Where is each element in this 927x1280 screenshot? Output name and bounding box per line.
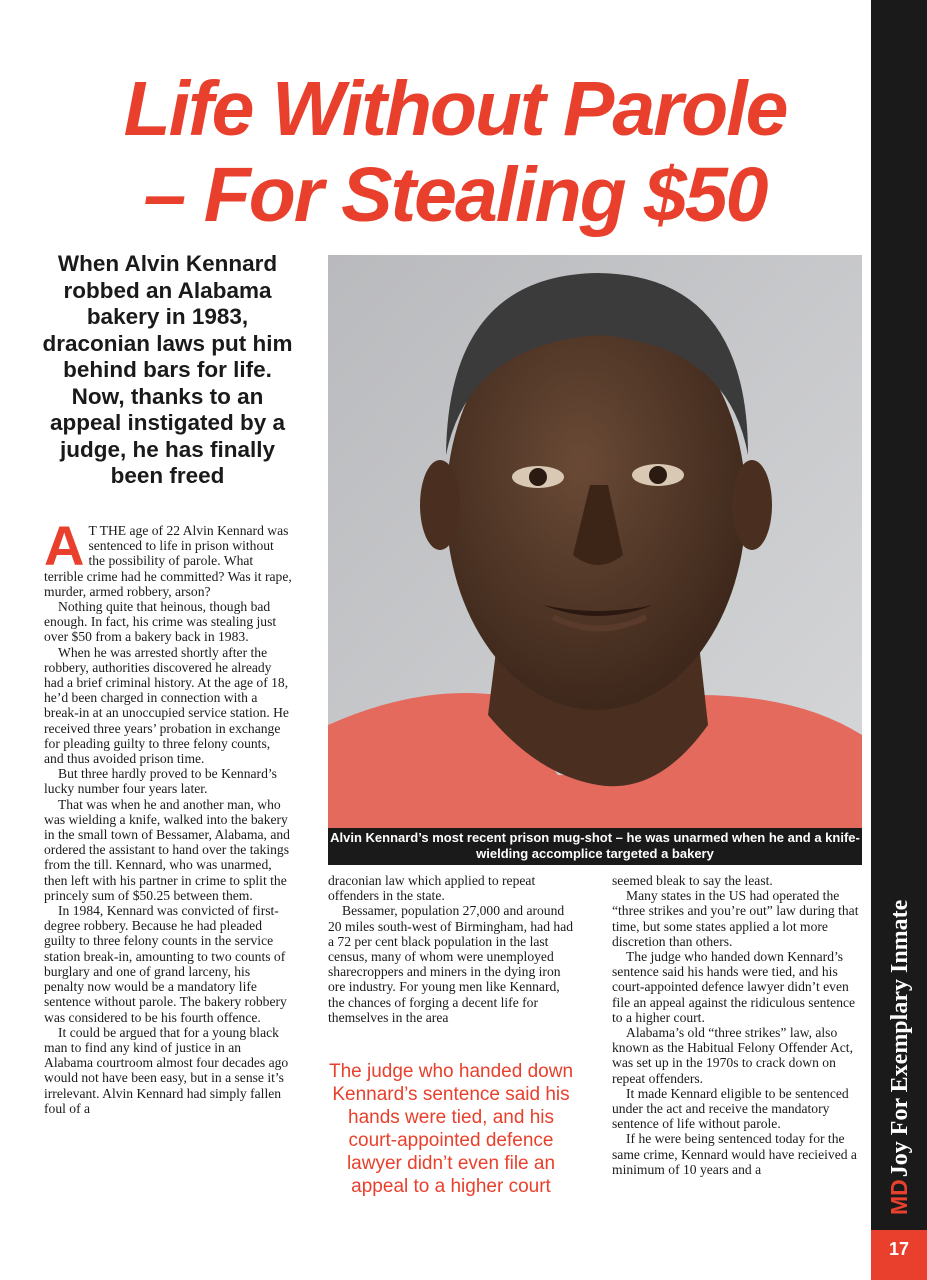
standfirst: When Alvin Kennard robbed an Alabama bakery in 1983, draconian laws put him behind bars for life. Now, thanks to an appeal instigated by a judge, he has finally been freed [42, 251, 293, 488]
article-paragraph: draconian law which applied to repeat offenders in the state. [328, 873, 536, 904]
article-paragraph: seemed bleak to say the least. [612, 873, 773, 888]
headline [40, 66, 870, 238]
mugshot-photo [328, 255, 862, 828]
article-paragraph: It made Kennard eligible to be sentenced under the act and receive the mandatory sentence of life without parole. [612, 1085, 849, 1132]
article-paragraph: When he was arrested shortly after the robbery, authorities discovered he already had a brief criminal history. At the age of 18, he’d been charged in connection with a break-in at an unoccupied service station. He received three years’ probation in exchange for pleading guilty to three felony counts, and thus avoided prison time. [44, 644, 289, 767]
brand-mark: MD [886, 1179, 912, 1215]
section-title: Joy For Exemplary Inmate [887, 899, 913, 1178]
article-column-1 [44, 514, 292, 1116]
article-paragraph: Bessamer, population 27,000 and around 20 miles south-west of Birmingham, had had a 72 per cent black population in the last census, many of whom were unemployed sharecroppers and miners in the dying iron ore industry. For young men like Kennard, the chances of forging a decent life for themselves in the area [328, 903, 574, 1025]
article-paragraph: In 1984, Kennard was convicted of first-degree robbery. Because he had pleaded guilty to three felony counts in the service station break-in, amounting to two counts of burglary and one of grand larceny, his penalty now would be a mandatory life sentence without parole. The bakery robbery was considered to be his fourth offence. [44, 903, 287, 1025]
page-number: 17 [871, 1230, 927, 1280]
portrait-illustration [328, 255, 862, 828]
article-paragraph: But three hardly proved to be Kennard’s lucky number four years later. [44, 766, 277, 797]
article-paragraph: A T THE age of 22 Alvin Kennard was sentenced to life in prison without the possibility of parole. What terrible crime had he committed? Was it rape, murder, armed robbery, arson? [44, 514, 292, 599]
article-paragraph: The judge who handed down Kennard’s sentence said his hands were tied, and his court-appointed defence lawyer didn’t even file an appeal against the ridiculous sentence to a higher court. [612, 949, 856, 1025]
article-paragraph: Nothing quite that heinous, though bad enough. In fact, his crime was stealing just over $50 from a bakery back in 1983. [44, 599, 277, 645]
photo-caption: Alvin Kennard’s most recent prison mug-shot – he was unarmed when he and a knife-wielding accomplice targeted a bakery [328, 828, 862, 865]
article-paragraph: That was when he and another man, who was wielding a knife, walked into the bakery in the small town of Bessamer, Alabama, and ordered the assistant to hand over the takings from the till. Kennard, who was unarmed, then left with his partner in crime to split the princely sum of $50.25 between them. [44, 796, 290, 903]
article-paragraph: It could be argued that for a young black man to find any kind of justice in an Alabama courtroom almost four decades ago would not have been easy, but in a sense it’s irrelevant. Alvin Kennard had simply fallen foul of a [44, 1024, 289, 1116]
article-paragraph: Many states in the US had operated the “three strikes and you’re out” law during that time, but some states applied a lot more discretion than others. [612, 888, 859, 949]
article-column-2 [328, 873, 574, 1025]
pull-quote: The judge who handed down Kennard’s sentence said his hands were tied, and his court-appointed defence lawyer didn’t even file an appeal to a higher court [328, 1061, 574, 1197]
headline-line-1: Life Without Parole [123, 66, 787, 152]
headline-line-2: – For Stealing $50 [143, 152, 767, 238]
article-paragraph: If he were being sentenced today for the same crime, Kennard would have recieived a minimum of 10 years and a [612, 1131, 857, 1177]
article-paragraph: Alabama’s old “three strikes” law, also known as the Habitual Felony Offender Act, was set up in the 1970s to crack down on repeat offenders. [612, 1025, 853, 1086]
article-column-3 [612, 873, 862, 1177]
drop-cap: A [44, 514, 85, 577]
